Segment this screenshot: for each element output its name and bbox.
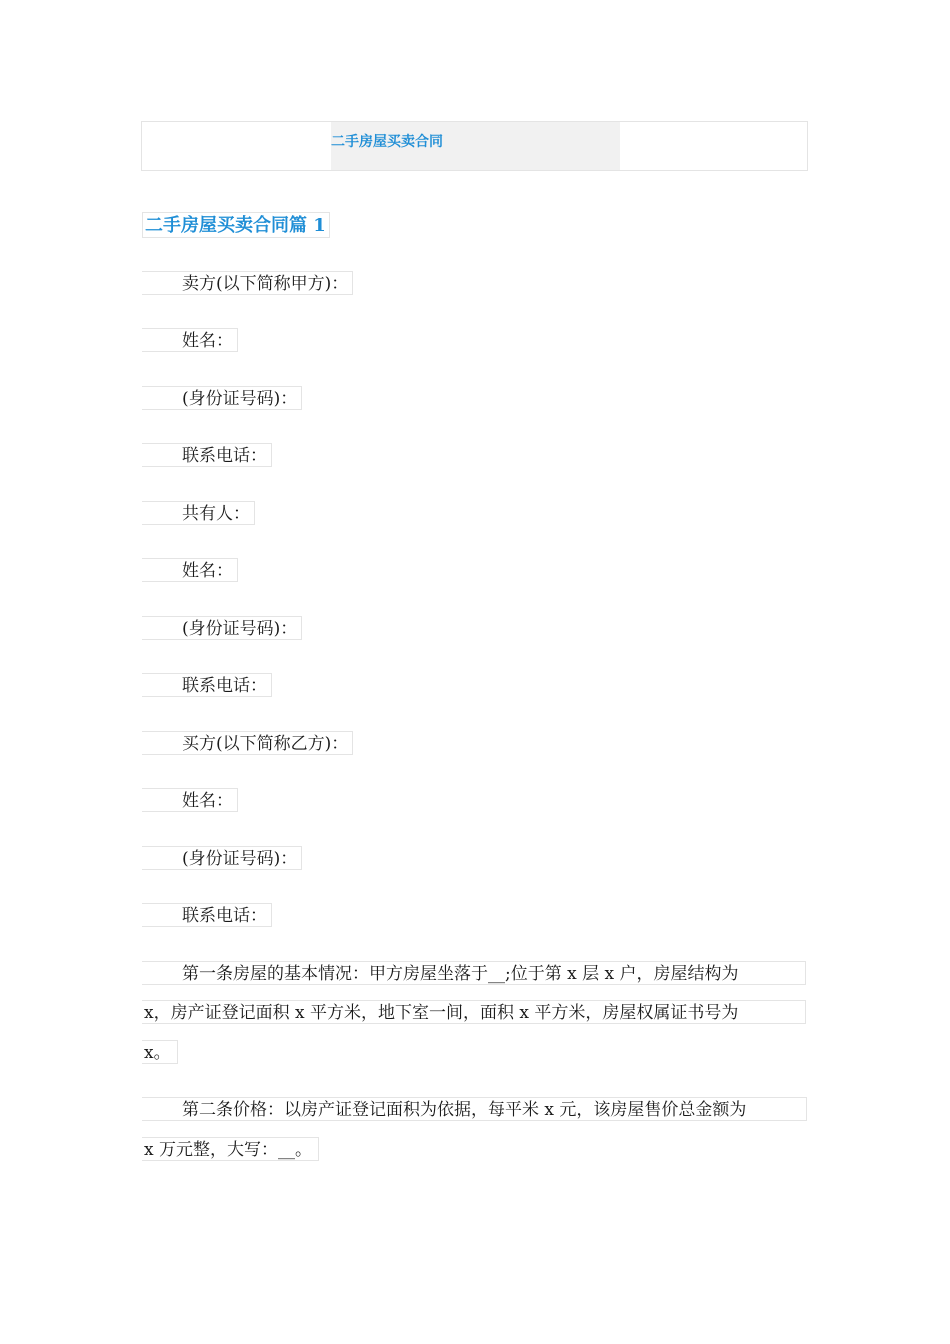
article-2-line-1: 第二条价格：以房产证登记面积为依据，每平米 x 元，该房屋售价总金额为	[142, 1097, 807, 1121]
section-heading: 二手房屋买卖合同篇 1	[142, 212, 330, 238]
document-title: 二手房屋买卖合同	[331, 134, 443, 150]
document-header	[141, 121, 808, 171]
co-owner-name-label: 姓名：	[142, 558, 238, 582]
co-owner-label: 共有人：	[142, 501, 255, 525]
seller-id-label: (身份证号码)：	[142, 386, 302, 410]
article-1-line-3: x。	[142, 1040, 178, 1064]
co-owner-phone-label: 联系电话：	[142, 673, 272, 697]
seller-name-label: 姓名：	[142, 328, 238, 352]
buyer-id-label: (身份证号码)：	[142, 846, 302, 870]
seller-label: 卖方(以下简称甲方)：	[142, 271, 353, 295]
buyer-name-label: 姓名：	[142, 788, 238, 812]
buyer-phone-label: 联系电话：	[142, 903, 272, 927]
article-1-line-1: 第一条房屋的基本情况：甲方房屋坐落于__;位于第 x 层 x 户，房屋结构为	[142, 961, 806, 985]
co-owner-id-label: (身份证号码)：	[142, 616, 302, 640]
buyer-label: 买方(以下简称乙方)：	[142, 731, 353, 755]
article-1-line-2: x，房产证登记面积 x 平方米，地下室一间，面积 x 平方米，房屋权属证书号为	[142, 1000, 806, 1024]
article-2-line-2: x 万元整，大写：__。	[142, 1137, 319, 1161]
seller-phone-label: 联系电话：	[142, 443, 272, 467]
